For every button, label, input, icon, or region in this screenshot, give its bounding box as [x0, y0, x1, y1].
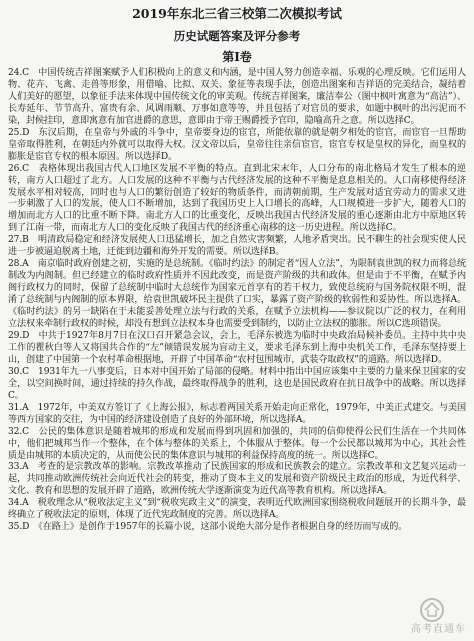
- answer-item-33: 33.A 考查的是宗教改革的影响。宗教改革推动了民族国家的形成和民族教会的建立。宗教改革和文艺复兴运动一起，共同推动欧洲传统社会向近代社会的转变，推动了资本主义的发展和资产阶级民主政治的形成，为近代科学、文化、教育和思想的发展开辟了道路，欧洲传统大学逐渐演变为近代高等教育机构。所以选择A。: [8, 462, 466, 497]
- watermark-text: 高考直通车: [411, 624, 466, 635]
- answer-list: [8, 68, 466, 534]
- answer-item-25: 25.D 东汉后期，在皇帝与外戚的斗争中，皇帝要身边的宦官，所能依靠的就是朝夕相处的宦官，而宦官一旦帮助皇帝取得胜利，在朝廷内外就可以取得大权。汉文帝以后，皇帝往往亲信宦官，宦官专权是皇权的异化，而皇权的膨胀是宦官专权的根本原因。所以选择D。: [8, 127, 466, 162]
- watermark-logo: [394, 597, 466, 635]
- answer-item-32: 32.C 公民的集体意识是随着城邦的形成和发展而得到巩固和加强的，共同的信仰使得公民们生活在一个共同体中，他们把城邦当作一个整体，在个体与整体的关系上，个体服从于整体。每一个公民都以城邦为中心，其社会性质是由城邦的本质决定的，从而使公民的集体意识与城邦的利益保持高度的统一。所以选择C。: [8, 426, 466, 461]
- answer-item-24: 24.C 中国传统吉祥图案赋予人们积极向上的意义和内涵，是中国人努力创造幸福、乐观的心理反映。它们运用人物、花卉、飞禽、走兽等形象，用借喻、比拟、双关、象征等表现手法，创造出图案和吉祥语的完美结合，凝结着人们美好的愿望，以象征手法来体现中国传统文化的审美观。传统吉祥图案，廉洁奉公（图中枫叶寓意为“高洁”）、长寿延年、节节高升、富贵有余、风调雨顺、万事如意等等，并且包括了对官员的要求，如题中枫叶的出污泥而不染，封候挂印，意即寓意有加官进爵的意思，意即由于帝王赐爵授予官印，隐喻高升之意。所以选择C。: [8, 68, 466, 126]
- answer-item-29: 29.D 中共于1927年8月7日在汉口召开紧急会议，会上，毛泽东被选为临时中央政治局候补委员。主持中共中央工作的瞿秋白等人又将国共合作的“左”倾错误发展为盲动主义，要求毛泽东到上海中央机关工作，毛泽东坚持要上山，创建了中国第一个农村革命根据地，开辟了中国革命“农村包围城市，武装夺取政权”的道路。所以选择D。: [8, 330, 466, 365]
- answer-item-27: 27.B 明清政局稳定和经济发展使人口迅猛增长，加之自然灾害频繁，人地矛盾突出。民不聊生的社会现实使人民进一步被逼迫脱离土地，迁徙到边疆和海外开发的需要。所以选择B。: [8, 235, 466, 258]
- answer-item-26: 26.C 表格体现出我国古代人口地区发展不平衡的特点。直到北宋末年，人口分布的南北格局才发生了根本的逆转，南方人口超过了北方。人口发展的这种不平衡与古代经济发展的这种不平衡是息息相关的。人口南移使得经济发展水平相对较高，同时也与人口的繁衍创造了较好的物质条件，而清朝前期，生产发展对适宜劳动力的需求又进一步刺激了人口的发展，使人口不断增加，达到了我国历史上人口增长的高峰，人口规模进一步扩大，随着人口的增加而北方人口的比重不断下降。南北方人口的比重变化，反映出我国古代经济发展的重心逐渐由北方中原地区转到了江南一带，而南北方人口的变化反映了我国古代的经济重心南移的这一历史进程。所以选择C。: [8, 163, 466, 234]
- answer-item-31: 31.A 1972年，中美双方签订了《上海公报》，标志着两国关系开始走向正常化，1979年，中美正式建交。与美国等西方国家的交往，为中国的经济建设创造了良好的外部环境，所以选择A。: [8, 402, 466, 425]
- document-title: 2019年东北三省三校第二次模拟考试: [132, 6, 342, 21]
- answer-item-28: 28.A 南京临时政府创建之初，实施的是总统制。《临时约法》的制定者“因人立法”，为限制袁世凯的权力而将总统制改为内阁制。但已经建立的临时政府性质并不因此改变，而是资产阶级的共和政体。但是由于不平衡，在赋予内阁行政权力的同时，保留了总统制中临时大总统作为国家元首享有的若干权力，致使总统府与国务院权限不明，混淆了总统制与内阁制的原本界限，给袁世凯破坏民主提供了口实，暴露了资产阶级的软弱性和妥协性。所以选择A。《临时约法》的另一缺陷在于未能妥善处理立法与行政的关系，在赋予立法机构——参议院以广泛的权力，在利用立法权来牵制行政权的时候，却没有想到立法权本身也需要受到制约，以防止立法权的膨胀。所以C选项错误。: [8, 259, 466, 330]
- document-subtitle: 历史试题答案及评分参考: [173, 29, 301, 43]
- answer-item-34: 34.A 税收理念从“税收法定主义”到“税收宪政主义”的演变，表明近代欧洲国家围绕税收问题展开的长期斗争，最终确立了税收法定的原则，体现了近代宪政制度的完善。所以选择A。: [8, 498, 466, 521]
- section-title: 第Ⅰ卷: [222, 50, 252, 64]
- answer-item-35: 35.D 《在路上》是创作于1957年的长篇小说，这部小说绝大部分是作者根据自身的经历而写成的。: [8, 522, 408, 533]
- answer-item-30: 30.C 1931年九一八事变后，日本对中国开始了局部的侵略。材料中指出中国应该集中主要的力量来保卫国家的安全，以空间换时间，通过持续的持久作战，最终取得战争的胜利，这也是国民政府在抗日战争中的战略。所以选择C。: [8, 366, 466, 401]
